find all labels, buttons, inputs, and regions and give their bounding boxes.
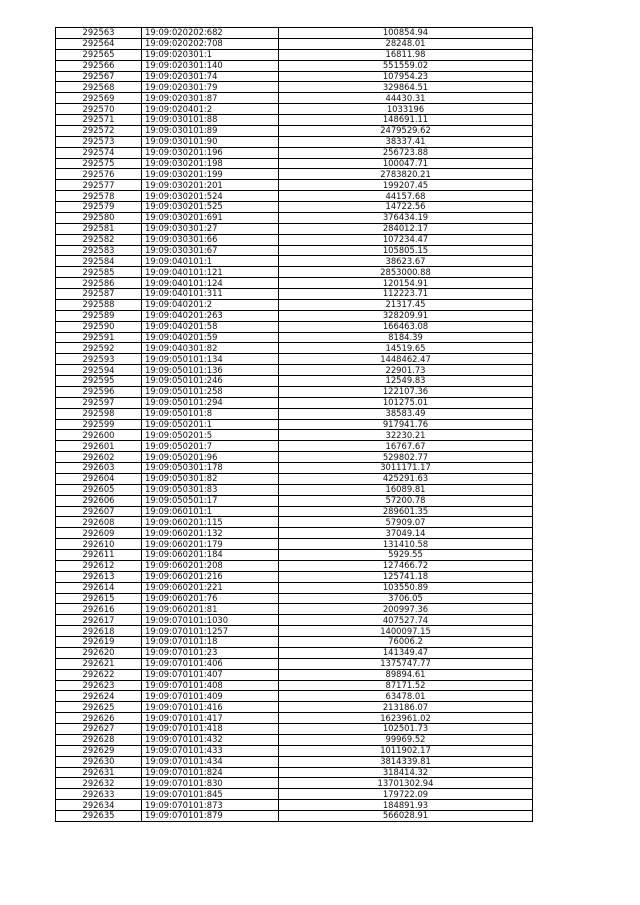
cadastral-number-cell: 19:09:070101:417 [142,713,279,724]
cadastral-number-cell: 19:09:040101:121 [142,267,279,278]
amount-cell: 8184.39 [279,332,533,343]
row-number-cell: 292586 [56,278,142,289]
row-number-cell: 292622 [56,669,142,680]
cadastral-number-cell: 19:09:050101:258 [142,386,279,397]
row-number-cell: 292569 [56,93,142,104]
table-row [56,724,533,735]
row-number-cell: 292580 [56,212,142,223]
cadastral-number-cell: 19:09:060201:115 [142,517,279,528]
row-number-cell: 292605 [56,484,142,495]
table-row [56,397,533,408]
row-number-cell: 292591 [56,332,142,343]
cadastral-number-cell: 19:09:040201:58 [142,321,279,332]
amount-cell: 100854.94 [279,28,533,39]
table-row [56,256,533,267]
amount-cell: 1400097.15 [279,626,533,637]
amount-cell: 328209.91 [279,310,533,321]
row-number-cell: 292579 [56,202,142,213]
table-row [56,691,533,702]
table-row [56,267,533,278]
table-row [56,158,533,169]
row-number-cell: 292592 [56,343,142,354]
table-row [56,745,533,756]
table-row [56,38,533,49]
amount-cell: 32230.21 [279,430,533,441]
table-row [56,93,533,104]
row-number-cell: 292600 [56,430,142,441]
cadastral-number-cell: 19:09:070101:408 [142,680,279,691]
cadastral-number-cell: 19:09:070101:416 [142,702,279,713]
table-row [56,136,533,147]
table-row [56,191,533,202]
table-row [56,789,533,800]
amount-cell: 37049.14 [279,528,533,539]
cadastral-number-cell: 19:09:020301:1 [142,49,279,60]
row-number-cell: 292614 [56,582,142,593]
cadastral-number-cell: 19:09:020301:74 [142,71,279,82]
row-number-cell: 292575 [56,158,142,169]
cadastral-number-cell: 19:09:050301:83 [142,484,279,495]
amount-cell: 38623.67 [279,256,533,267]
amount-cell: 63478.01 [279,691,533,702]
cadastral-number-cell: 19:09:070101:432 [142,734,279,745]
cadastral-number-cell: 19:09:030201:524 [142,191,279,202]
cadastral-number-cell: 19:09:030201:691 [142,212,279,223]
amount-cell: 200997.36 [279,604,533,615]
amount-cell: 256723.88 [279,147,533,158]
cadastral-number-cell: 19:09:030201:525 [142,202,279,213]
table-row [56,680,533,691]
row-number-cell: 292585 [56,267,142,278]
row-number-cell: 292633 [56,789,142,800]
table-row [56,180,533,191]
table-row [56,408,533,419]
row-number-cell: 292587 [56,289,142,300]
row-number-cell: 292611 [56,550,142,561]
amount-cell: 166463.08 [279,321,533,332]
amount-cell: 213186.07 [279,702,533,713]
row-number-cell: 292617 [56,615,142,626]
amount-cell: 120154.91 [279,278,533,289]
amount-cell: 122107.36 [279,386,533,397]
row-number-cell: 292618 [56,626,142,637]
table-row [56,104,533,115]
row-number-cell: 292625 [56,702,142,713]
cadastral-number-cell: 19:09:040101:311 [142,289,279,300]
row-number-cell: 292631 [56,767,142,778]
amount-cell: 1448462.47 [279,354,533,365]
cadastral-number-cell: 19:09:030101:89 [142,125,279,136]
amount-cell: 529802.77 [279,452,533,463]
cadastral-number-cell: 19:09:060201:208 [142,560,279,571]
row-number-cell: 292572 [56,125,142,136]
table-row [56,82,533,93]
row-number-cell: 292598 [56,408,142,419]
amount-cell: 38583.49 [279,408,533,419]
table-row [56,517,533,528]
amount-cell: 105805.15 [279,245,533,256]
cadastral-number-cell: 19:09:040201:263 [142,310,279,321]
cadastral-number-cell: 19:09:020301:87 [142,93,279,104]
table-row [56,49,533,60]
table-row [56,365,533,376]
amount-cell: 127466.72 [279,560,533,571]
table-row [56,637,533,648]
row-number-cell: 292563 [56,28,142,39]
cadastral-number-cell: 19:09:060201:221 [142,582,279,593]
cadastral-number-cell: 19:09:050301:178 [142,463,279,474]
table-row [56,484,533,495]
amount-cell: 5929.55 [279,550,533,561]
table-row [56,71,533,82]
cadastral-number-cell: 19:09:050101:246 [142,376,279,387]
row-number-cell: 292565 [56,49,142,60]
row-number-cell: 292599 [56,419,142,430]
amount-cell: 101275.01 [279,397,533,408]
table-row [56,528,533,539]
row-number-cell: 292616 [56,604,142,615]
row-number-cell: 292610 [56,539,142,550]
row-number-cell: 292574 [56,147,142,158]
table-row [56,800,533,811]
amount-cell: 87171.52 [279,680,533,691]
row-number-cell: 292564 [56,38,142,49]
cadastral-number-cell: 19:09:070101:407 [142,669,279,680]
cadastral-number-cell: 19:09:050101:294 [142,397,279,408]
row-number-cell: 292582 [56,234,142,245]
amount-cell: 3706.05 [279,593,533,604]
table-row [56,343,533,354]
cadastral-number-cell: 19:09:060101:1 [142,506,279,517]
row-number-cell: 292588 [56,299,142,310]
row-number-cell: 292628 [56,734,142,745]
cadastral-number-cell: 19:09:050201:1 [142,419,279,430]
cadastral-number-cell: 19:09:020301:140 [142,60,279,71]
cadastral-number-cell: 19:09:050101:134 [142,354,279,365]
row-number-cell: 292629 [56,745,142,756]
cadastral-number-cell: 19:09:030201:196 [142,147,279,158]
row-number-cell: 292601 [56,441,142,452]
cadastral-number-cell: 19:09:060201:81 [142,604,279,615]
amount-cell: 141349.47 [279,647,533,658]
amount-cell: 184891.93 [279,800,533,811]
cadastral-number-cell: 19:09:030201:198 [142,158,279,169]
amount-cell: 2783820.21 [279,169,533,180]
row-number-cell: 292583 [56,245,142,256]
amount-cell: 44157.68 [279,191,533,202]
row-number-cell: 292576 [56,169,142,180]
amount-cell: 28248.01 [279,38,533,49]
row-number-cell: 292607 [56,506,142,517]
amount-cell: 179722.09 [279,789,533,800]
amount-cell: 1623961.02 [279,713,533,724]
amount-cell: 3011171.17 [279,463,533,474]
cadastral-number-cell: 19:09:060201:76 [142,593,279,604]
amount-cell: 2479529.62 [279,125,533,136]
amount-cell: 22901.73 [279,365,533,376]
cadastral-number-cell: 19:09:020301:79 [142,82,279,93]
table-row [56,115,533,126]
cadastral-number-cell: 19:09:030101:90 [142,136,279,147]
row-number-cell: 292573 [56,136,142,147]
table-row [56,756,533,767]
cadastral-number-cell: 19:09:070101:434 [142,756,279,767]
cadastral-number-cell: 19:09:030301:67 [142,245,279,256]
row-number-cell: 292627 [56,724,142,735]
amount-cell: 917941.76 [279,419,533,430]
cadastral-number-cell: 19:09:070101:845 [142,789,279,800]
table-row [56,560,533,571]
table-row [56,245,533,256]
table-row [56,234,533,245]
amount-cell: 3814339.81 [279,756,533,767]
cadastral-number-cell: 19:09:070101:824 [142,767,279,778]
cadastral-number-cell: 19:09:070101:879 [142,811,279,822]
amount-cell: 107954.23 [279,71,533,82]
row-number-cell: 292581 [56,223,142,234]
row-number-cell: 292602 [56,452,142,463]
table-row [56,332,533,343]
table-row [56,593,533,604]
row-number-cell: 292578 [56,191,142,202]
cadastral-number-cell: 19:09:020202:682 [142,28,279,39]
cadastral-number-cell: 19:09:020401:2 [142,104,279,115]
amount-cell: 1011902.17 [279,745,533,756]
cadastral-number-cell: 19:09:040201:2 [142,299,279,310]
row-number-cell: 292619 [56,637,142,648]
amount-cell: 407527.74 [279,615,533,626]
table-row [56,539,533,550]
cadastral-number-cell: 19:09:070101:433 [142,745,279,756]
row-number-cell: 292595 [56,376,142,387]
table-row [56,60,533,71]
amount-cell: 13701302.94 [279,778,533,789]
amount-cell: 102501.73 [279,724,533,735]
amount-cell: 284012.17 [279,223,533,234]
table-row [56,202,533,213]
table-row [56,289,533,300]
row-number-cell: 292589 [56,310,142,321]
table-row [56,321,533,332]
amount-cell: 1375747.77 [279,658,533,669]
row-number-cell: 292626 [56,713,142,724]
cadastral-number-cell: 19:09:060201:132 [142,528,279,539]
table-row [56,778,533,789]
table-row [56,463,533,474]
table-row [56,647,533,658]
row-number-cell: 292570 [56,104,142,115]
cadastral-number-cell: 19:09:050301:82 [142,473,279,484]
row-number-cell: 292608 [56,517,142,528]
amount-cell: 125741.18 [279,571,533,582]
table-row [56,811,533,822]
row-number-cell: 292623 [56,680,142,691]
amount-cell: 425291.63 [279,473,533,484]
row-number-cell: 292634 [56,800,142,811]
table-row [56,702,533,713]
cadastral-number-cell: 19:09:040201:59 [142,332,279,343]
cadastral-number-cell: 19:09:050501:17 [142,495,279,506]
cadastral-number-cell: 19:09:030301:66 [142,234,279,245]
table-row [56,615,533,626]
cadastral-number-cell: 19:09:060201:216 [142,571,279,582]
amount-cell: 112223.71 [279,289,533,300]
table-row [56,125,533,136]
amount-cell: 100047.71 [279,158,533,169]
table-row [56,310,533,321]
table-row [56,506,533,517]
amount-cell: 44430.31 [279,93,533,104]
row-number-cell: 292630 [56,756,142,767]
cadastral-number-cell: 19:09:070101:406 [142,658,279,669]
table-row [56,376,533,387]
amount-cell: 16811.98 [279,49,533,60]
row-number-cell: 292624 [56,691,142,702]
table-row [56,28,533,39]
row-number-cell: 292590 [56,321,142,332]
amount-cell: 16767.67 [279,441,533,452]
cadastral-number-cell: 19:09:060201:184 [142,550,279,561]
row-number-cell: 292606 [56,495,142,506]
amount-cell: 199207.45 [279,180,533,191]
amount-cell: 551559.02 [279,60,533,71]
row-number-cell: 292615 [56,593,142,604]
row-number-cell: 292613 [56,571,142,582]
table-row [56,550,533,561]
table-row [56,452,533,463]
row-number-cell: 292566 [56,60,142,71]
cadastral-number-cell: 19:09:070101:23 [142,647,279,658]
cadastral-number-cell: 19:09:050201:96 [142,452,279,463]
cadastral-number-cell: 19:09:050201:5 [142,430,279,441]
table-row [56,658,533,669]
cadastral-number-cell: 19:09:040101:1 [142,256,279,267]
amount-cell: 89894.61 [279,669,533,680]
row-number-cell: 292567 [56,71,142,82]
cadastral-number-cell: 19:09:020202:708 [142,38,279,49]
table-row [56,669,533,680]
data-table [55,27,533,822]
row-number-cell: 292632 [56,778,142,789]
cadastral-number-cell: 19:09:030201:201 [142,180,279,191]
table-row [56,169,533,180]
amount-cell: 148691.11 [279,115,533,126]
amount-cell: 107234.47 [279,234,533,245]
table-row [56,571,533,582]
table-row [56,582,533,593]
table-row [56,767,533,778]
cadastral-number-cell: 19:09:050101:136 [142,365,279,376]
row-number-cell: 292621 [56,658,142,669]
row-number-cell: 292596 [56,386,142,397]
table-row [56,212,533,223]
amount-cell: 21317.45 [279,299,533,310]
row-number-cell: 292604 [56,473,142,484]
amount-cell: 76006.2 [279,637,533,648]
table-row [56,299,533,310]
row-number-cell: 292620 [56,647,142,658]
amount-cell: 566028.91 [279,811,533,822]
cadastral-number-cell: 19:09:050101:8 [142,408,279,419]
row-number-cell: 292612 [56,560,142,571]
cadastral-number-cell: 19:09:070101:873 [142,800,279,811]
table-row [56,473,533,484]
table-body [56,28,533,822]
amount-cell: 57909.07 [279,517,533,528]
table-row [56,147,533,158]
table-row [56,354,533,365]
cadastral-number-cell: 19:09:030101:88 [142,115,279,126]
table-row [56,419,533,430]
cadastral-number-cell: 19:09:070101:1030 [142,615,279,626]
row-number-cell: 292594 [56,365,142,376]
row-number-cell: 292571 [56,115,142,126]
amount-cell: 376434.19 [279,212,533,223]
amount-cell: 103550.89 [279,582,533,593]
table-row [56,430,533,441]
row-number-cell: 292577 [56,180,142,191]
cadastral-number-cell: 19:09:030301:27 [142,223,279,234]
row-number-cell: 292584 [56,256,142,267]
cadastral-number-cell: 19:09:040101:124 [142,278,279,289]
table-row [56,713,533,724]
table-row [56,223,533,234]
cadastral-number-cell: 19:09:050201:7 [142,441,279,452]
table-row [56,734,533,745]
cadastral-number-cell: 19:09:070101:1257 [142,626,279,637]
table-row [56,626,533,637]
table-row [56,278,533,289]
amount-cell: 16089.81 [279,484,533,495]
cadastral-number-cell: 19:09:070101:18 [142,637,279,648]
amount-cell: 14722.56 [279,202,533,213]
cadastral-number-cell: 19:09:060201:179 [142,539,279,550]
amount-cell: 14519.65 [279,343,533,354]
table-row [56,495,533,506]
amount-cell: 12549.83 [279,376,533,387]
amount-cell: 329864.51 [279,82,533,93]
table-row [56,386,533,397]
amount-cell: 2853000.88 [279,267,533,278]
row-number-cell: 292609 [56,528,142,539]
table-row [56,441,533,452]
table-row [56,604,533,615]
amount-cell: 318414.32 [279,767,533,778]
cadastral-number-cell: 19:09:030201:199 [142,169,279,180]
cadastral-number-cell: 19:09:070101:830 [142,778,279,789]
row-number-cell: 292568 [56,82,142,93]
cadastral-number-cell: 19:09:070101:418 [142,724,279,735]
amount-cell: 57200.78 [279,495,533,506]
row-number-cell: 292635 [56,811,142,822]
row-number-cell: 292603 [56,463,142,474]
amount-cell: 289601.35 [279,506,533,517]
row-number-cell: 292597 [56,397,142,408]
amount-cell: 99969.52 [279,734,533,745]
row-number-cell: 292593 [56,354,142,365]
cadastral-number-cell: 19:09:070101:409 [142,691,279,702]
amount-cell: 38337.41 [279,136,533,147]
amount-cell: 131410.58 [279,539,533,550]
cadastral-number-cell: 19:09:040301:82 [142,343,279,354]
amount-cell: 1033196 [279,104,533,115]
